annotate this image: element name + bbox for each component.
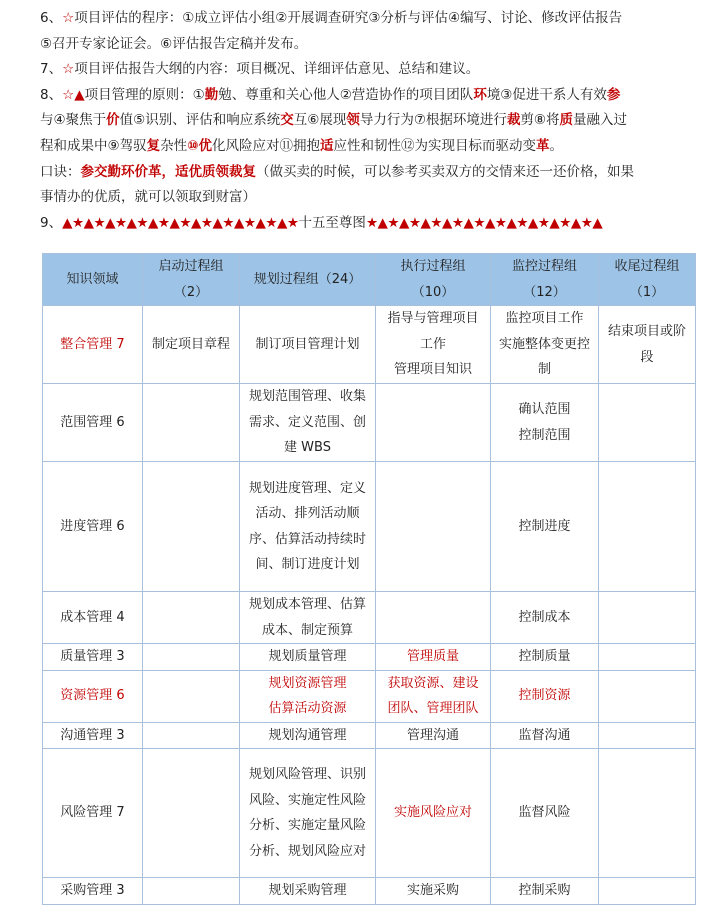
area-cell: 风险管理 7 <box>43 749 143 878</box>
note-6-cont: ⑤召开专家论证会。⑥评估报告定稿并发布。 <box>40 35 308 52</box>
monitoring-cell: 控制进度 <box>491 462 599 592</box>
header-knowledge-area: 知识领域 <box>43 254 143 306</box>
monitoring-cell: 控制采购 <box>491 878 599 905</box>
area-cell: 资源管理 6 <box>43 670 143 722</box>
initiating-cell <box>143 384 240 462</box>
monitoring-cell: 监督风险 <box>491 749 599 878</box>
monitoring-cell: 监控项目工作 实施整体变更控制 <box>491 306 599 384</box>
area-cell: 进度管理 6 <box>43 462 143 592</box>
star-triangle-row-icon: ▲★▲★▲★▲★▲★▲★▲★▲★▲★▲★▲★ <box>62 214 299 231</box>
closing-cell <box>599 670 696 722</box>
header-planning: 规划过程组（24） <box>240 254 376 306</box>
closing-cell <box>599 384 696 462</box>
table-row <box>43 749 696 878</box>
executing-cell: 获取资源、建设团队、管理团队 <box>376 670 491 722</box>
triangle-icon: ▲ <box>74 86 85 103</box>
initiating-cell <box>143 670 240 722</box>
area-cell: 整合管理 7 <box>43 306 143 384</box>
closing-cell <box>599 592 696 644</box>
executing-cell <box>376 462 491 592</box>
planning-cell: 规划风险管理、识别风险、实施定性风险分析、实施定量风险分析、规划风险应对 <box>240 749 376 878</box>
planning-cell: 规划质量管理 <box>240 644 376 671</box>
header-executing: 执行过程组 （10） <box>376 254 491 306</box>
hollow-star-icon: ☆ <box>62 10 75 26</box>
table-row <box>43 644 696 671</box>
planning-cell: 规划沟通管理 <box>240 722 376 749</box>
header-initiating: 启动过程组 （2） <box>143 254 240 306</box>
table-row <box>43 722 696 749</box>
monitoring-cell: 控制质量 <box>491 644 599 671</box>
hollow-star-icon: ☆ <box>62 86 75 103</box>
area-cell: 沟通管理 3 <box>43 722 143 749</box>
mnemonic: 口诀：参交勤环价革，适优质领裁复（做买卖的时候，可以参考买卖双方的交情来还一还价格，如果 <box>40 163 634 180</box>
area-cell: 成本管理 4 <box>43 592 143 644</box>
note-6: 6、☆项目评估的程序：①成立评估小组②开展调查研究③分析与评估④编写、讨论、修改评估报告 <box>40 10 623 26</box>
initiating-cell <box>143 722 240 749</box>
header-monitoring: 监控过程组 （12） <box>491 254 599 306</box>
area-cell: 采购管理 3 <box>43 878 143 905</box>
initiating-cell <box>143 592 240 644</box>
note-8-line3: 程和成果中⑨驾驭复杂性⑩优化风险应对⑪拥抱适应性和韧性⑫为实现目标而驱动变革。 <box>40 137 564 154</box>
area-cell: 范围管理 6 <box>43 384 143 462</box>
planning-cell: 规划进度管理、定义活动、排列活动顺序、估算活动持续时间、制订进度计划 <box>240 462 376 592</box>
initiating-cell <box>143 462 240 592</box>
planning-cell: 制订项目管理计划 <box>240 306 376 384</box>
executing-cell: 实施风险应对 <box>376 749 491 878</box>
process-group-table <box>42 253 696 905</box>
table-row <box>43 670 696 722</box>
monitoring-cell: 控制资源 <box>491 670 599 722</box>
executing-cell: 管理质量 <box>376 644 491 671</box>
planning-cell: 规划资源管理 估算活动资源 <box>240 670 376 722</box>
executing-cell <box>376 592 491 644</box>
closing-cell <box>599 722 696 749</box>
planning-cell: 规划范围管理、收集需求、定义范围、创建 WBS <box>240 384 376 462</box>
table-row <box>43 592 696 644</box>
header-closing: 收尾过程组 （1） <box>599 254 696 306</box>
closing-cell: 结束项目或阶段 <box>599 306 696 384</box>
table-header-row <box>43 254 696 306</box>
star-triangle-row-icon: ★▲★▲★▲★▲★▲★▲★▲★▲★▲★▲★▲ <box>365 214 603 231</box>
mnemonic-cont: 事情办的优质，就可以领取到财富） <box>40 189 256 206</box>
executing-cell <box>376 384 491 462</box>
closing-cell <box>599 462 696 592</box>
planning-cell: 规划采购管理 <box>240 878 376 905</box>
table-row <box>43 878 696 905</box>
area-cell: 质量管理 3 <box>43 644 143 671</box>
monitoring-cell: 确认范围 控制范围 <box>491 384 599 462</box>
note-8: 8、☆▲项目管理的原则：①勤勉、尊重和关心他人②营造协作的项目团队环境③促进干系人有效参 <box>40 86 621 103</box>
initiating-cell <box>143 644 240 671</box>
initiating-cell: 制定项目章程 <box>143 306 240 384</box>
note-7: 7、☆项目评估报告大纲的内容：项目概况、详细评估意见、总结和建议。 <box>40 61 480 78</box>
note-8-line2: 与④聚焦于价值⑤识别、评估和响应系统交互⑥展现领导力行为⑦根据环境进行裁剪⑧将质量融入过 <box>40 112 628 129</box>
initiating-cell <box>143 749 240 878</box>
closing-cell <box>599 749 696 878</box>
closing-cell <box>599 644 696 671</box>
planning-cell: 规划成本管理、估算成本、制定预算 <box>240 592 376 644</box>
monitoring-cell: 控制成本 <box>491 592 599 644</box>
hollow-star-icon: ☆ <box>62 61 75 78</box>
table-row <box>43 306 696 384</box>
monitoring-cell: 监督沟通 <box>491 722 599 749</box>
note-9: 9、▲★▲★▲★▲★▲★▲★▲★▲★▲★▲★▲★十五至尊图★▲★▲★▲★▲★▲★▲★▲★▲★▲★▲★▲ <box>40 214 603 231</box>
table-row <box>43 384 696 462</box>
executing-cell: 指导与管理项目工作 管理项目知识 <box>376 306 491 384</box>
executing-cell: 实施采购 <box>376 878 491 905</box>
closing-cell <box>599 878 696 905</box>
initiating-cell <box>143 878 240 905</box>
notes-section <box>40 6 700 236</box>
table-row <box>43 462 696 592</box>
executing-cell: 管理沟通 <box>376 722 491 749</box>
